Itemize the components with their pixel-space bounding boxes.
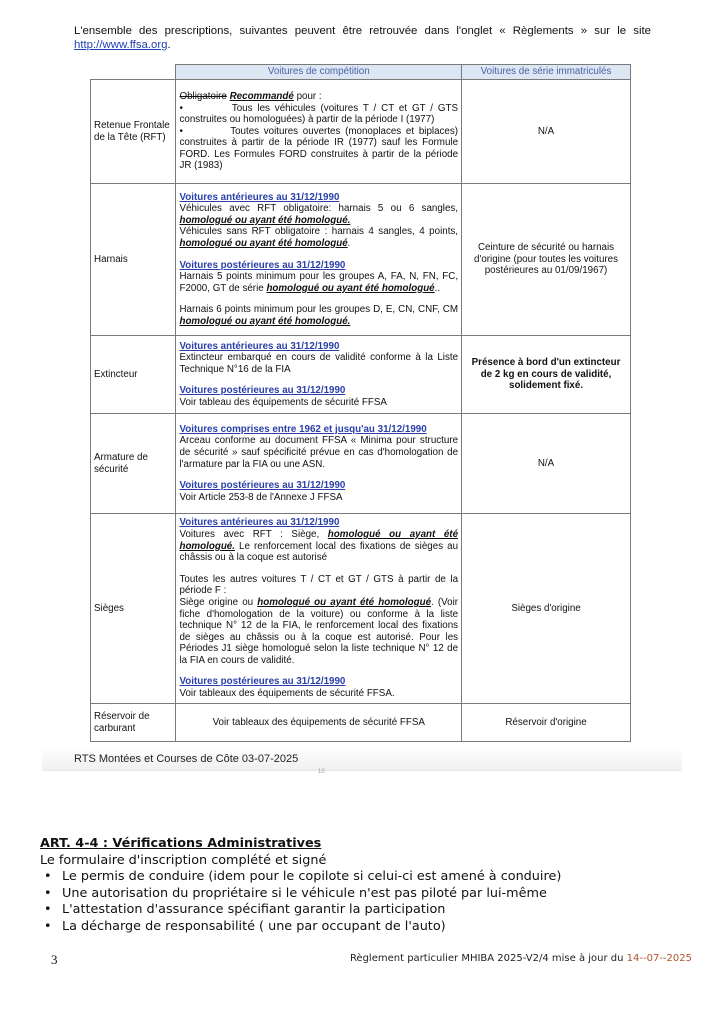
harnais-homologue-1: homologué ou ayant été homologué. <box>179 214 351 226</box>
sieges-text-3b: . (Voir fiche d'homologation de la voiture) ou conforme à la liste technique N° 12 de la FIA, le renforcement local des fixations de sièges au châssis ou à la coque est autorisé. Pour les Périodes J1 siège homologué selon la liste technique N° 12 de la FIA en cours de validité. <box>179 596 459 666</box>
harnais-para-1 <box>179 203 458 226</box>
sieges-text-3a: Siège origine ou <box>179 596 254 608</box>
article-heading: ART. 4-4 : Vérifications Administratives <box>40 836 322 851</box>
rft-bullet-2 <box>179 126 458 172</box>
rft-bullet-1 <box>179 103 458 126</box>
table-row-reservoir <box>91 704 631 742</box>
header-serie: Voitures de série immatriculés <box>462 65 631 80</box>
extincteur-title-1: Voitures antérieures au 31/12/1990 <box>179 340 340 352</box>
harnais-text-3: Harnais 5 points minimum pour les groupes A, FA, N, FN, FC, F2000, GT de série <box>179 271 459 294</box>
harnais-content <box>176 184 462 336</box>
sieges-text-4: Voir tableaux des équipements de sécurité FFSA. <box>179 688 395 700</box>
list-item: • L'attestation d'assurance spécifiant garantir la participation <box>40 902 680 919</box>
extincteur-content <box>176 336 462 414</box>
table-header-row <box>91 65 631 80</box>
harnais-homologue-3: homologué ou ayant été homologué <box>266 282 435 294</box>
list-item: • Une autorisation du propriétaire si le véhicule n'est pas piloté par lui-même <box>40 886 680 903</box>
table-row-sieges <box>91 514 631 704</box>
rts-footer-text: RTS Montées et Courses de Côte 03-07-2025 <box>74 753 299 765</box>
sieges-para-1 <box>179 529 458 564</box>
sieges-title-1: Voitures antérieures au 31/12/1990 <box>179 517 340 529</box>
rft-bullet-mark-1: • <box>179 102 183 114</box>
armature-content <box>176 414 462 514</box>
rft-bullet-text-1: Tous les véhicules (voitures T / CT et GT / GTS construites ou homologuées) à partir de la période I (1977) <box>179 102 459 126</box>
harnais-title-1: Voitures antérieures au 31/12/1990 <box>179 191 340 203</box>
harnais-title-2: Voitures postérieures au 31/12/1990 <box>179 259 346 271</box>
footer-title: Règlement particulier MHIBA 2025-V2/4 mise à jour du <box>349 953 624 964</box>
sieges-content <box>176 514 462 704</box>
rft-bullet-mark-2: • <box>179 125 183 137</box>
sieges-homologue-1: homologué ou ayant été homologué. <box>179 528 459 552</box>
harnais-text-4: Harnais 6 points minimum pour les groupes D, E, CN, CNF, CM <box>179 304 459 316</box>
armature-text-2: Voir Article 253-8 de l'Annexe J FFSA <box>179 491 343 503</box>
footer-date: 14--07--2025 <box>626 953 692 964</box>
rft-strike: Obligatoire <box>179 90 227 102</box>
sieges-label: Sièges <box>91 514 176 704</box>
reservoir-content: Voir tableaux des équipements de sécurité FFSA <box>176 704 462 742</box>
header-competition: Voitures de compétition <box>176 65 462 80</box>
rft-obligation <box>179 91 458 103</box>
list-item: • Le permis de conduire (idem pour le copilote si celui-ci est amené à conduire) <box>40 869 680 886</box>
article-4-4 <box>40 836 680 936</box>
harnais-period-3: .. <box>434 282 441 294</box>
intro-period: . <box>167 39 171 51</box>
harnais-period-2: . <box>347 237 351 249</box>
rft-bullet-text-2: Toutes voitures ouvertes (monoplaces et biplaces) construites à partir de la période IR (1977) sauf les Formule FORD. Les Formules FORD construites à partir de la période JR (1983) <box>179 125 459 172</box>
sieges-homologue-2: homologué ou ayant été homologué <box>257 596 432 608</box>
harnais-homologue-2: homologué ou ayant été homologué <box>179 237 348 249</box>
rft-serie: N/A <box>462 80 631 184</box>
rft-recommande: Recommandé <box>229 90 294 102</box>
page-number: 3 <box>51 952 58 967</box>
intro-text: L'ensemble des prescriptions, suivantes peuvent être retrouvée dans l'onglet « Règlements » sur le site <box>74 25 651 37</box>
extincteur-text-2: Voir tableau des équipements de sécurité FFSA <box>179 396 387 408</box>
sieges-para-3 <box>179 597 458 667</box>
header-blank <box>91 65 176 80</box>
document-footer <box>350 953 692 964</box>
reservoir-serie: Réservoir d'origine <box>462 704 631 742</box>
extincteur-title-2: Voitures postérieures au 31/12/1990 <box>179 385 346 397</box>
ffsa-link[interactable]: http://www.ffsa.org <box>74 39 168 51</box>
rft-content <box>176 80 462 184</box>
rts-footer-band <box>42 748 682 771</box>
armature-title-2: Voitures postérieures au 31/12/1990 <box>179 480 346 492</box>
harnais-para-2 <box>179 226 458 249</box>
harnais-text-2: Véhicules sans RFT obligatoire : harnais 4 sangles, 4 points, <box>179 226 459 238</box>
harnais-text-1: Véhicules avec RFT obligatoire: harnais 5 ou 6 sangles, <box>179 203 459 215</box>
armature-title-1: Voitures comprises entre 1962 et jusqu'au 31/12/1990 <box>179 423 427 435</box>
armature-label: Armature de sécurité <box>91 414 176 514</box>
article-list <box>40 869 680 935</box>
table-row-armature <box>91 414 631 514</box>
harnais-serie: Ceinture de sécurité ou harnais d'origine (pour toutes les voitures postérieures au 01/09/1967) <box>462 184 631 336</box>
safety-equipment-table <box>90 64 631 742</box>
extincteur-label: Extincteur <box>91 336 176 414</box>
harnais-homologue-4: homologué ou ayant été homologué. <box>179 315 351 327</box>
extincteur-text-1: Extincteur embarqué en cours de validité conforme à la Liste Technique N°16 de la FIA <box>179 352 459 375</box>
harnais-para-4 <box>179 304 458 327</box>
harnais-label: Harnais <box>91 184 176 336</box>
table-row-harnais <box>91 184 631 336</box>
intro-paragraph <box>74 24 651 52</box>
sieges-text-1a: Voitures avec RFT : Siège, <box>179 528 320 540</box>
rft-label: Retenue Frontale de la Tête (RFT) <box>91 80 176 184</box>
sieges-title-2: Voitures postérieures au 31/12/1990 <box>179 676 346 688</box>
extincteur-serie: Présence à bord d'un extincteur de 2 kg en cours de validité, solidement fixé. <box>462 336 631 414</box>
sieges-text-2: Toutes les autres voitures T / CT et GT / GTS à partir de la période F : <box>179 573 459 597</box>
armature-text-1: Arceau conforme au document FFSA « Minima pour structure de sécurité » sauf spécificité prévue en cas d'homologation de l'armature par la FIA ou une ASN. <box>179 435 459 470</box>
rts-page-number: 10 <box>318 769 325 775</box>
rft-pour: pour : <box>293 90 322 102</box>
sieges-text-1b: Le renforcement local des fixations de sièges au châssis ou à la coque est autorisé <box>179 540 459 564</box>
sieges-serie: Sièges d'origine <box>462 514 631 704</box>
article-intro: Le formulaire d'inscription complété et signé <box>40 852 327 868</box>
armature-serie: N/A <box>462 414 631 514</box>
table-row-extincteur <box>91 336 631 414</box>
reservoir-label: Réservoir de carburant <box>91 704 176 742</box>
list-item: • La décharge de responsabilité ( une par occupant de l'auto) <box>40 919 680 936</box>
harnais-para-3 <box>179 271 458 294</box>
table-row-rft <box>91 80 631 184</box>
